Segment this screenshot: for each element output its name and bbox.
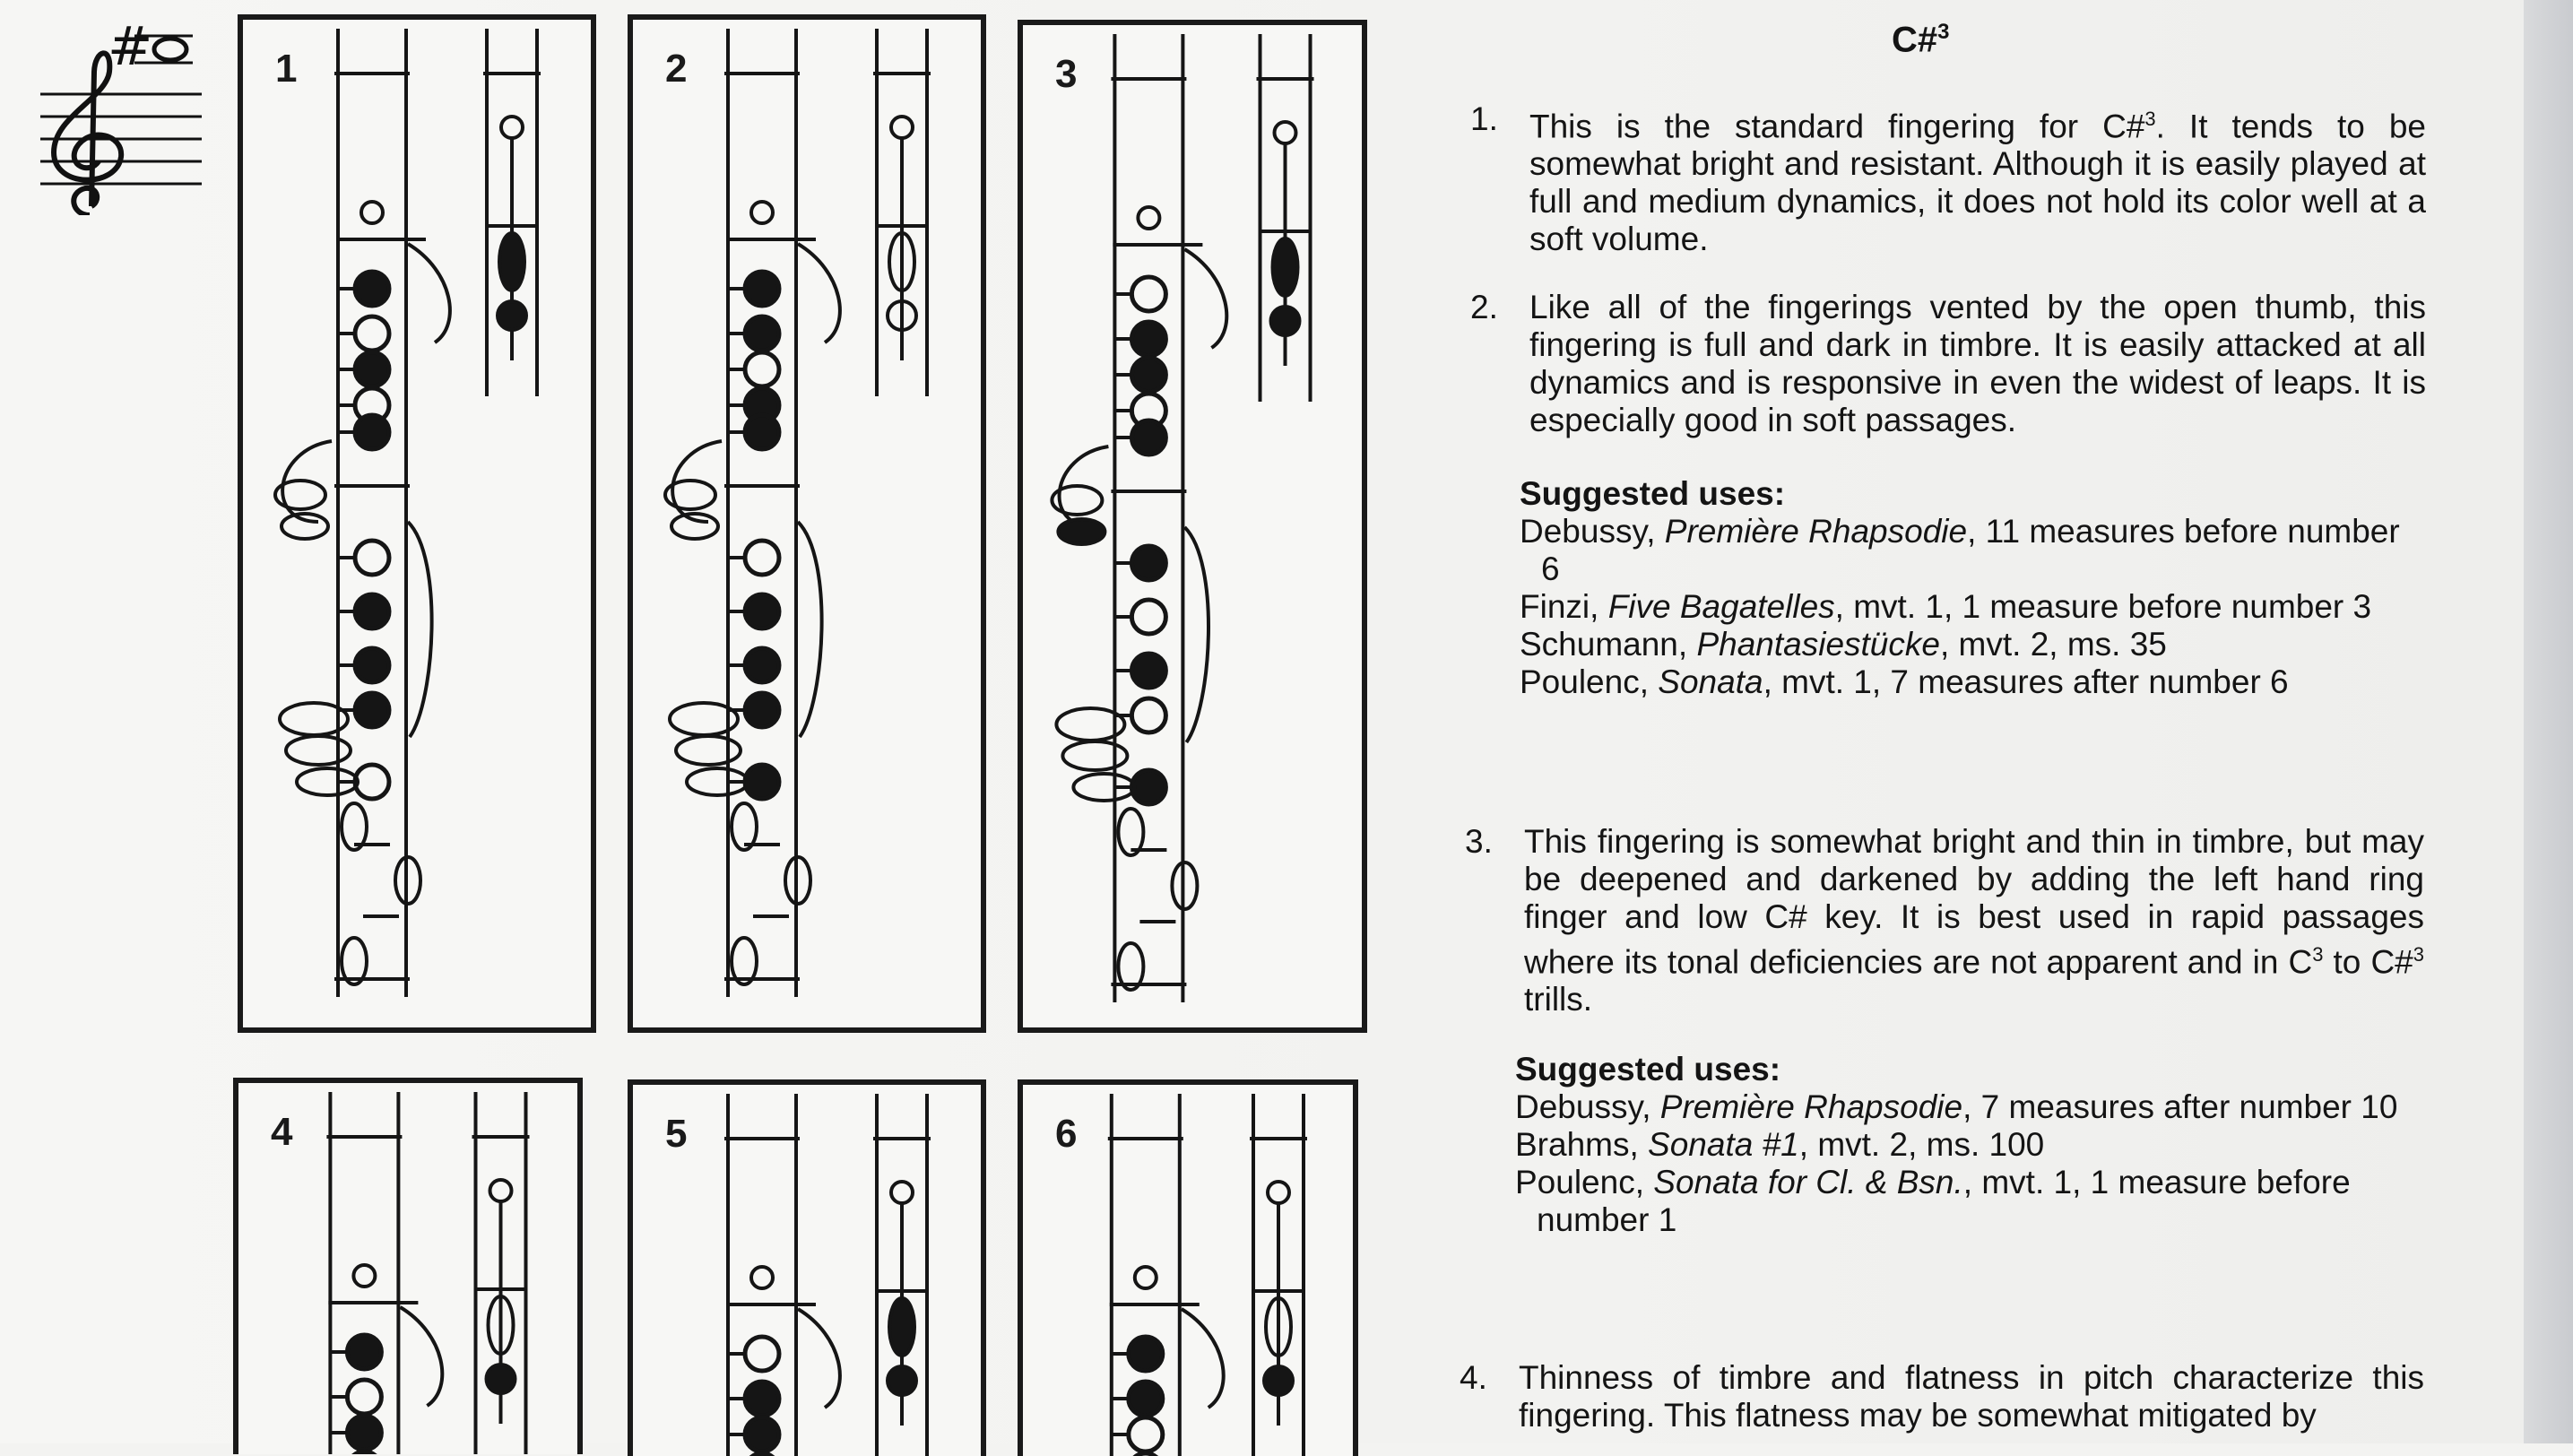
suggested-uses-title: Suggested uses: bbox=[1515, 1051, 1781, 1088]
work-detail: , mvt. 1, 1 measure before number 3 bbox=[1834, 588, 2372, 625]
suggested-use-entry bbox=[1520, 663, 2416, 701]
note-heading: C#$^3$ bbox=[1892, 20, 1950, 60]
composer: Debussy, bbox=[1515, 1088, 1660, 1125]
panel-number: 1 bbox=[275, 47, 298, 91]
fingering-diagram-4 bbox=[233, 1078, 583, 1454]
work-title: Première Rhapsodie bbox=[1659, 1088, 1963, 1125]
work-detail: , 11 measures before number 6 bbox=[1541, 513, 2400, 587]
composer: Poulenc, bbox=[1520, 663, 1659, 700]
fingering-diagram-3 bbox=[1018, 20, 1367, 1033]
work-title: Five Bagatelles bbox=[1607, 588, 1835, 625]
work-title: Phantasiestücke bbox=[1696, 626, 1940, 663]
suggested-use-entry bbox=[1520, 626, 2416, 663]
fingering-diagram-6 bbox=[1018, 1079, 1358, 1456]
composer: Finzi, bbox=[1520, 588, 1608, 625]
page-edge bbox=[2524, 0, 2573, 1443]
svg-text:#: # bbox=[108, 15, 153, 78]
fingering-diagram-2 bbox=[628, 14, 986, 1033]
clarinet-icon bbox=[633, 20, 986, 1033]
clarinet-icon bbox=[238, 1083, 583, 1454]
work-detail: , mvt. 1, 1 measure before number 1 bbox=[1537, 1164, 2351, 1238]
suggested-use-entry bbox=[1520, 588, 2416, 626]
work-title: Première Rhapsodie bbox=[1664, 513, 1968, 550]
suggested-use-entry bbox=[1520, 513, 2416, 588]
work-detail: , mvt. 2, ms. 35 bbox=[1939, 626, 2167, 663]
composer: Debussy, bbox=[1520, 513, 1665, 550]
composer: Schumann, bbox=[1520, 626, 1697, 663]
panel-number: 3 bbox=[1055, 52, 1078, 96]
work-detail: , 7 measures after number 10 bbox=[1962, 1088, 2398, 1125]
work-title: Sonata #1 bbox=[1648, 1126, 1799, 1163]
work-title: Sonata for Cl. & Bsn. bbox=[1653, 1164, 1963, 1200]
fingering-diagram-5 bbox=[628, 1079, 986, 1456]
clarinet-icon bbox=[1023, 25, 1367, 1033]
work-detail: , mvt. 1, 7 measures after number 6 bbox=[1763, 663, 2289, 700]
suggested-uses-title: Suggested uses: bbox=[1520, 475, 1786, 512]
work-detail: , mvt. 2, ms. 100 bbox=[1798, 1126, 2045, 1163]
suggested-uses-1 bbox=[1520, 475, 2416, 701]
suggested-use-entry bbox=[1515, 1126, 2412, 1164]
clarinet-icon bbox=[243, 20, 596, 1033]
clarinet-icon bbox=[633, 1085, 986, 1456]
suggested-use-entry bbox=[1515, 1088, 2412, 1126]
suggested-uses-2 bbox=[1515, 1051, 2412, 1239]
composer: Poulenc, bbox=[1515, 1164, 1654, 1200]
panel-number: 2 bbox=[665, 47, 688, 91]
panel-number: 6 bbox=[1055, 1112, 1078, 1156]
composer: Brahms, bbox=[1515, 1126, 1649, 1163]
suggested-use-entry bbox=[1515, 1164, 2412, 1239]
panel-number: 4 bbox=[271, 1110, 293, 1154]
treble-clef-icon bbox=[36, 9, 215, 215]
panel-number: 5 bbox=[665, 1112, 688, 1156]
clarinet-icon bbox=[1023, 1085, 1358, 1456]
work-title: Sonata bbox=[1658, 663, 1763, 700]
fingering-diagram-1 bbox=[238, 14, 596, 1033]
